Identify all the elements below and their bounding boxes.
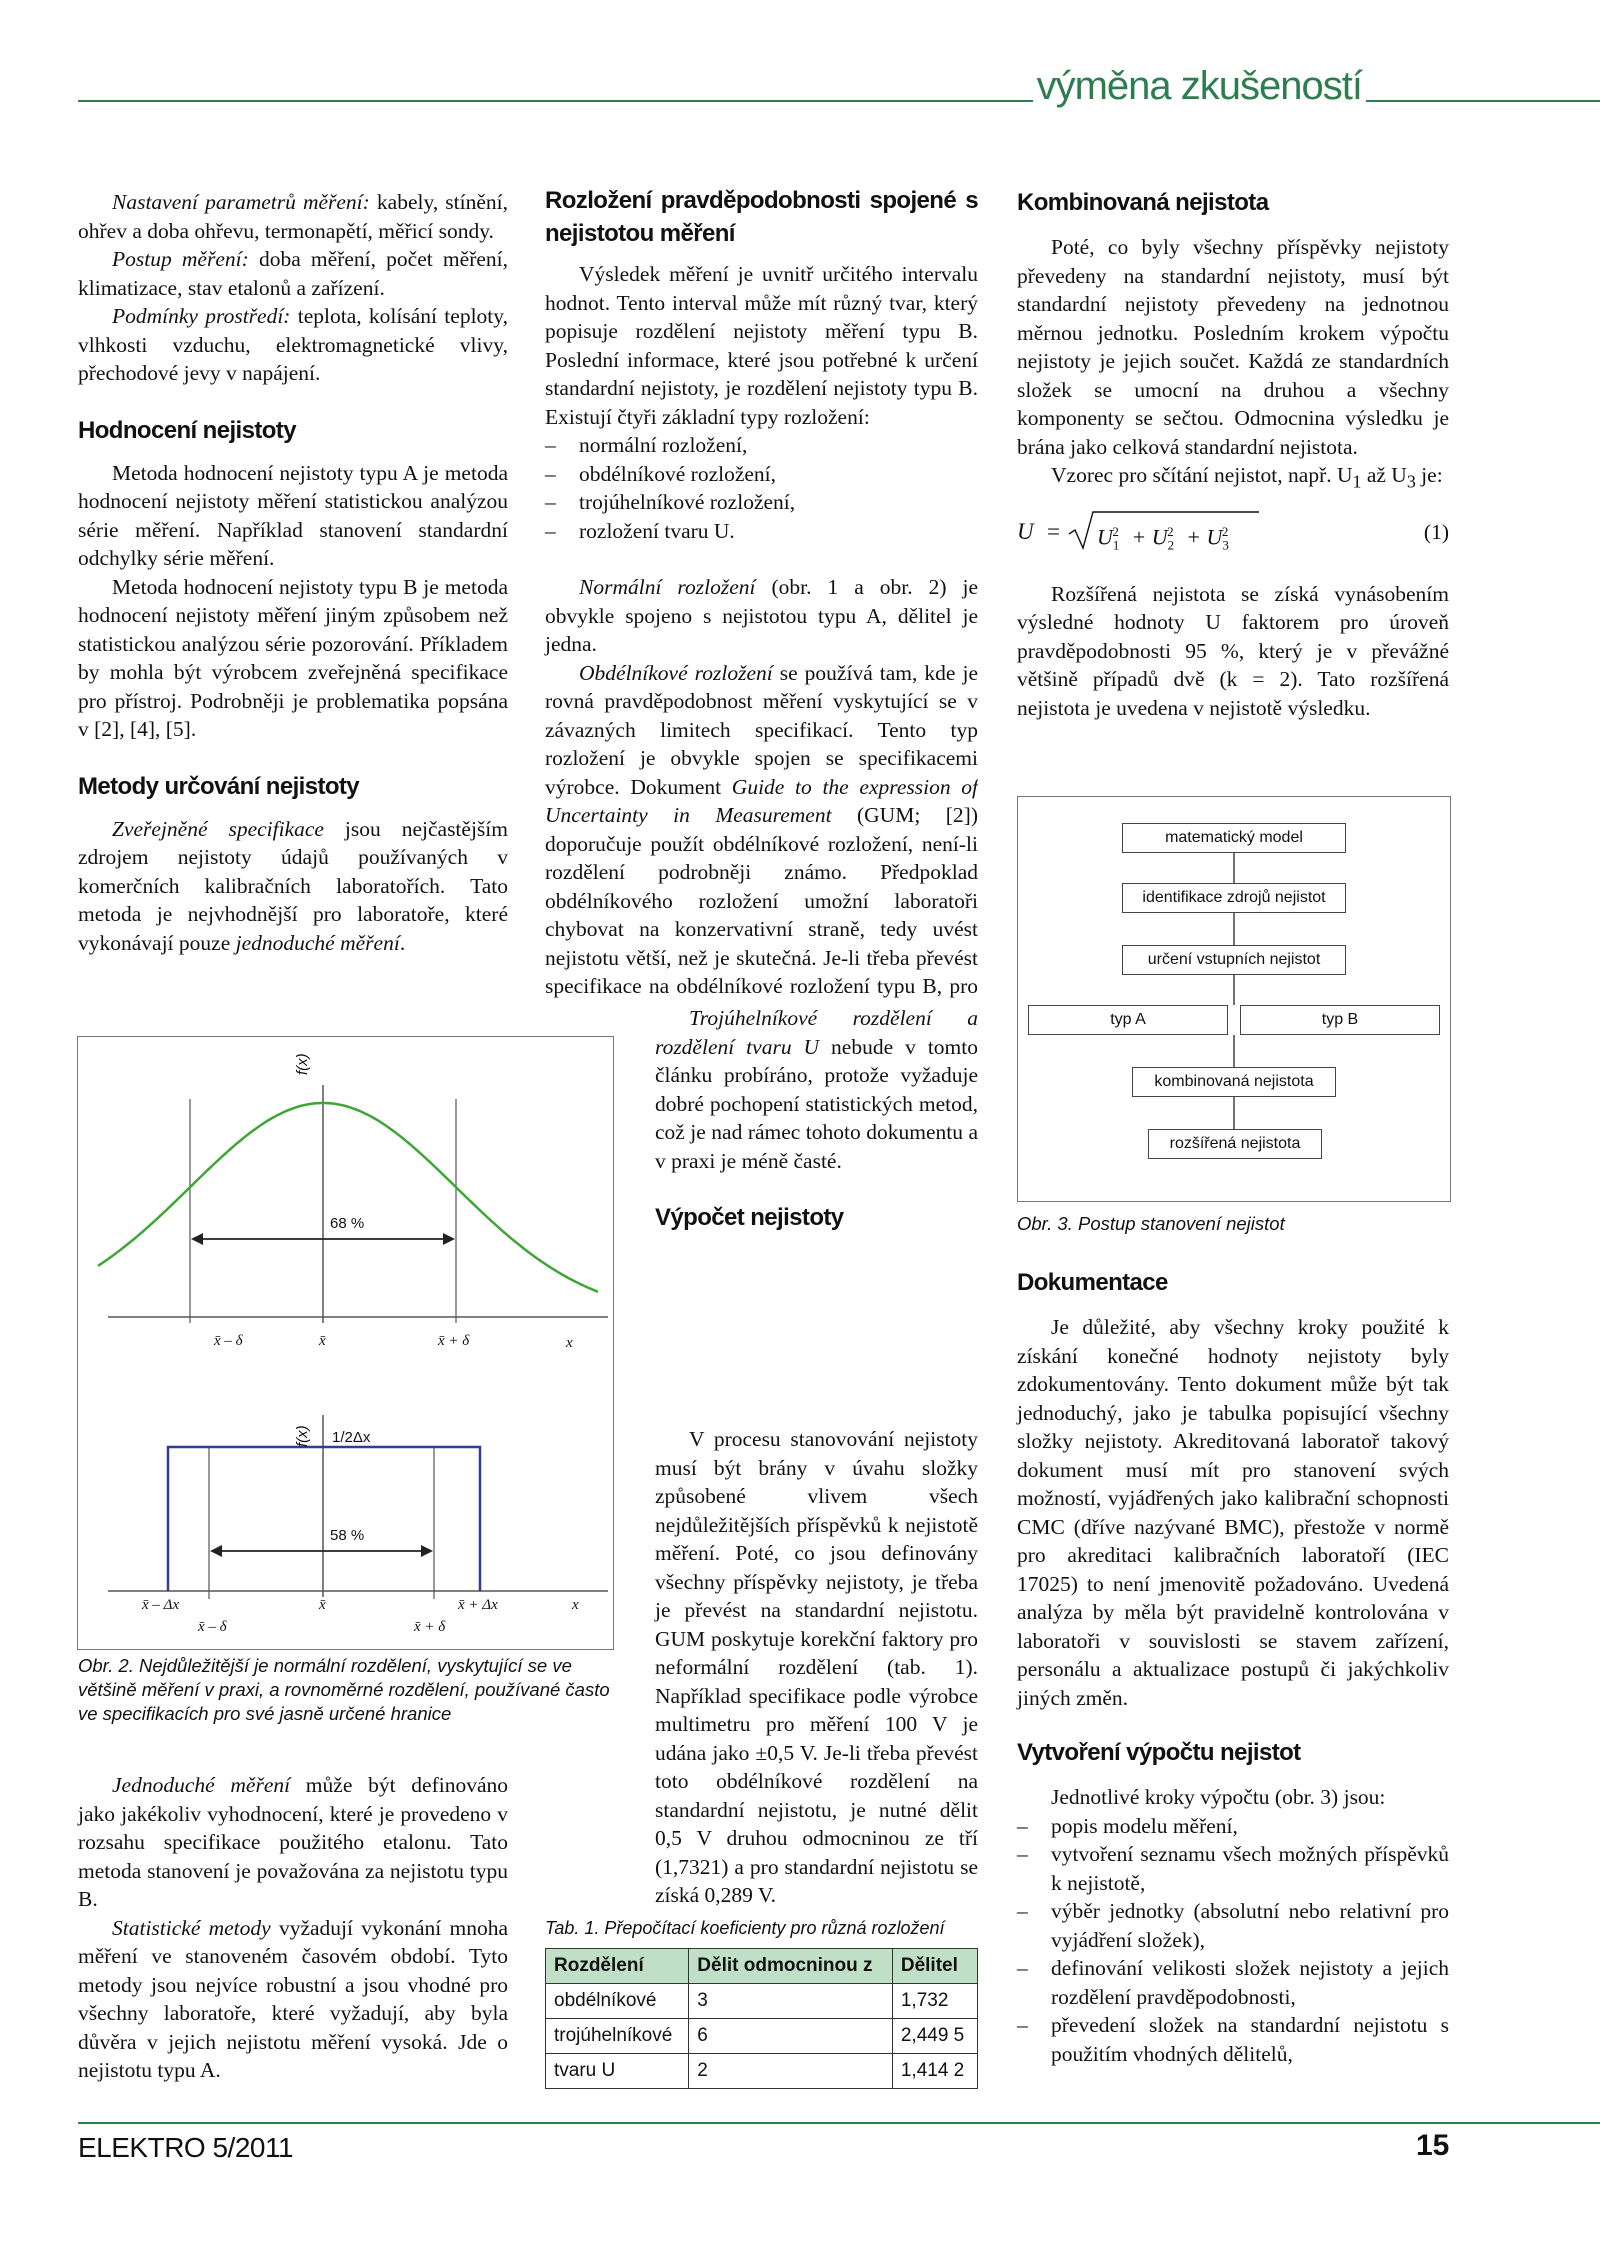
table-cell: 3: [689, 1984, 893, 2019]
heading-metody: Metody určování nejistoty: [78, 772, 360, 800]
column-3-bottom: [1017, 1266, 1449, 2068]
table-cell: 2,449 5: [892, 2019, 977, 2054]
table-cell: tvaru U: [546, 2054, 689, 2089]
column-2-bottom: [545, 1425, 978, 1910]
table-row: [546, 2019, 978, 2054]
paragraph: Normální rozložení (obr. 1 a obr. 2) je obvykle spojeno s nejistotou typu A, dělitel je jedna.: [545, 575, 978, 656]
heading-kombinovana: Kombinovaná nejistota: [1017, 189, 1269, 216]
table-cell: trojúhelníkové: [546, 2019, 689, 2054]
heading-hodnoceni: Hodnocení nejistoty: [78, 416, 296, 444]
tick-label: x̄ + δ: [414, 1619, 446, 1635]
heading-rozlozeni: Rozložení pravděpodobnosti spojené s nejistotou měření: [545, 187, 978, 247]
column-3-top: [1017, 186, 1449, 722]
figure-2-frame: [77, 1036, 614, 1650]
paragraph: Statistické metody vyžadují vykonání mnoha měření ve stanoveném časovém období. Tyto metody jsou nejvíce robustní a jsou vhodné pro všechny laboratoře, které vyžadují, aby byla důvěra v jejich nejistotu měření vysoká. Jde o nejistotu typu A.: [78, 1915, 508, 2082]
paragraph: V procesu stanovování nejistoty musí být brány v úvahu složky způsobené vlivem všech nejdůležitějších příspěvků k nejistotě měření. Poté, co jsou definovány všechny příspěvky nejistoty, je třeba je převést na standardní nejistotu. GUM poskytuje korekční faktory pro neformální rozdělení (tab. 1). Například specifikace podle výrobce multimetru pro měření 100 V je udána jako ±0,5 V. Je-li třeba převést toto obdélníkové rozdělení na standardní nejistotu, je nutné dělit 0,5 V druhou odmocninou ze tří (1,7321) a pro standardní nejistotu se získá 0,289 V.: [655, 1427, 978, 1907]
footer-rule: [78, 2122, 1600, 2124]
tick-label: x̄: [319, 1333, 326, 1349]
list-item: – normální rozložení,: [545, 431, 978, 460]
list-item: – obdélníkové rozložení,: [545, 460, 978, 489]
table-1-block: [545, 1916, 978, 2089]
normal-curve: [98, 1103, 598, 1292]
column-header: Rozdělení: [546, 1949, 689, 1984]
column-2-narrow: [655, 1004, 978, 1246]
flow-box-mathematical-model: matematický model: [1122, 823, 1346, 853]
list-item: – rozložení tvaru U.: [545, 517, 978, 546]
table-1-caption: Tab. 1. Přepočítací koeficienty pro různá rozložení: [545, 1918, 945, 1938]
footer-issue: ELEKTRO 5/2011: [78, 2132, 294, 2163]
figure-2-graphs: [78, 1037, 613, 1649]
heading-vypocet: Výpočet nejistoty: [655, 1204, 844, 1231]
table-cell: 2: [689, 2054, 893, 2089]
heading-dokumentace: Dokumentace: [1017, 1269, 1168, 1296]
flow-box-combined: kombinovaná nejistota: [1132, 1067, 1336, 1097]
table-row: [546, 1984, 978, 2019]
table-cell: obdélníkové: [546, 1984, 689, 2019]
fx-axis-label: f(x): [294, 1053, 311, 1075]
paragraph: Trojúhelníkové rozdělení a rozdělení tvaru U nebude v tomto článku probíráno, protože vyžaduje dobré pochopení statistických metod, což je nad rámec tohoto dokumentu a v praxi je méně časté.: [655, 1006, 978, 1173]
paragraph: Jednoduché měření může být definováno jako jakékoliv vyhodnocení, které je provedeno v rozsahu specifikace použitého etalonu. Tato metoda stanovení je považována za nejistotu typu B.: [78, 1773, 508, 1911]
table-header-row: [546, 1949, 978, 1984]
paragraph: Poté, co byly všechny příspěvky nejistoty převedeny na standardní nejistoty, musí být standardní nejistoty převedeny na jednotnou měrnou jednotku. Posledním krokem výpočtu nejistoty je jejich součet. Každá ze standardních složek se umocní na druhou a všechny komponenty se sečtou. Odmocnina výsledku je brána jako celková standardní nejistota.: [1017, 235, 1449, 459]
tick-label: x̄ + Δx: [458, 1597, 498, 1613]
conversion-table: [545, 1948, 978, 2089]
tick-label: x̄ – δ: [214, 1333, 243, 1349]
uniform-rectangle: [168, 1447, 480, 1591]
flow-box-type-b: typ B: [1240, 1005, 1440, 1035]
list-item: – výběr jednotky (absolutní nebo relativní pro vyjádření složek),: [1017, 1897, 1449, 1954]
paragraph: Zveřejněné specifikace jsou nejčastějším zdrojem nejistoty údajů používaných v komerčních kalibračních laboratořích. Tato metoda je nejvhodnější pro laboratoře, které vykonávají pouze jednoduché měření.: [78, 816, 508, 955]
column-header: Dělit odmocninou z: [689, 1949, 893, 1984]
steps-list: [1017, 1812, 1449, 2069]
tick-label: x̄ – δ: [198, 1619, 227, 1635]
intro-paragraph: Postup měření: doba měření, počet měření, klimatizace, stav etalonů a zařízení.: [78, 247, 508, 300]
figure-3-frame: [1017, 796, 1451, 1202]
figure-2-caption: Obr. 2. Nejdůležitější je normální rozdělení, vyskytující se ve většině měření v praxi, a rovnoměrné rozdělení, používané často ve specifikacích pro své jasně určené hranice: [78, 1655, 610, 1724]
flow-box-type-a: typ A: [1028, 1005, 1228, 1035]
paragraph: Vzorec pro sčítání nejistot, např. $U_1$ až $U_3$ je:: [1051, 463, 1443, 492]
column-header: Dělitel: [892, 1949, 977, 1984]
flow-box-expanded: rozšířená nejistota: [1148, 1129, 1322, 1159]
section-title: výměna zkušeností: [1033, 62, 1366, 110]
page-number: 15: [1416, 2129, 1450, 2162]
fx-axis-label: f(x): [294, 1425, 311, 1447]
pct-label: 58 %: [330, 1527, 365, 1544]
paragraph: Výsledek měření je uvnitř určitého intervalu hodnot. Tento interval může mít různý tvar, který popisuje rozdělení nejistoty měření typu B. Poslední informace, které jsou potřebné k určení standardní nejistoty, je rozdělení nejistoty typu B. Existují čtyři základní typy rozložení:: [545, 262, 978, 429]
heading-vytvoreni: Vytvoření výpočtu nejistot: [1017, 1739, 1301, 1766]
tick-label: x̄: [319, 1597, 326, 1613]
intro-paragraph: Podmínky prostředí: teplota, kolísání teploty, vlhkosti vzduchu, elektromagnetické vlivy, přechodové jevy v napájení.: [78, 304, 508, 385]
paragraph: Obdélníkové rozložení se používá tam, kde je rovná pravděpodobnost měření vyskytující se v závazných limitech specifikací. Tento typ rozložení je obvykle spojen se specifikacemi výrobce. Dokument Guide to the expression of Uncertainty in Measurement (GUM; [2]) doporučuje použít obdélníkové rozložení, není-li rozdělení podrobněji známo. Předpoklad obdélníkového rozložení umožní laboratoři chybovat na konzervativní straně, tedy uvést nejistotu větší, než je skutečná. Je-li třeba převést specifikace na obdélníkové rozložení typu B, pro: [545, 660, 978, 998]
equation-number: (1): [1423, 519, 1449, 544]
tick-label: x: [572, 1597, 579, 1613]
list-item: – popis modelu měření,: [1017, 1812, 1449, 1841]
table-row: [546, 2054, 978, 2089]
flow-box-source-identification: identifikace zdrojů nejistot: [1122, 883, 1346, 913]
intro-paragraph: Nastavení parametrů měření: kabely, stínění, ohřev a doba ohřevu, termonapětí, měřicí sondy.: [78, 190, 508, 243]
paragraph: Rozšířená nejistota se získá vynásobením výsledné hodnoty U faktorem pro úroveň pravděpodobnosti 95 %, který je v převážné většině případů dvě (k = 2). Tato rozšířená nejistota je uvedena v nejistotě výsledku.: [1017, 581, 1449, 720]
list-item: – převedení složek na standardní nejistotu s použitím vhodných dělitelů,: [1017, 2011, 1449, 2068]
paragraph: Jednotlivé kroky výpočtu (obr. 3) jsou:: [1051, 1785, 1386, 1809]
table-cell: 1,414 2: [892, 2054, 977, 2089]
paragraph: Metoda hodnocení nejistoty typu A je metoda hodnocení nejistoty měření statistickou analýzou série měření. Například stanovení standardní odchylky série měření.: [78, 460, 508, 570]
flow-box-input-uncertainties: určení vstupních nejistot: [1122, 945, 1346, 975]
level-label: 1/2Δx: [332, 1429, 371, 1446]
tick-label: x̄ + δ: [438, 1333, 470, 1349]
tick-label: x: [566, 1335, 573, 1351]
header-rule: [78, 100, 1600, 102]
table-cell: 1,732: [892, 1984, 977, 2019]
figure-3-caption: Obr. 3. Postup stanovení nejistot: [1017, 1213, 1285, 1234]
list-item: – vytvoření seznamu všech možných příspěvků k nejistotě,: [1017, 1840, 1449, 1897]
column-2-top: [545, 184, 978, 1001]
paragraph: Metoda hodnocení nejistoty typu B je metoda hodnocení nejistoty měření jiným způsobem než statistickou analýzou série pozorování. Příkladem by mohla být výrobcem zveřejněná specifikace pro přístroj. Podrobněji je problematika popsána v [2], [4], [5].: [78, 574, 508, 741]
pct-label: 68 %: [330, 1215, 365, 1232]
list-item: – trojúhelníkové rozložení,: [545, 488, 978, 517]
distribution-list: [545, 431, 978, 545]
column-1-top: [78, 188, 508, 957]
paragraph: Je důležité, aby všechny kroky použité k získání konečné hodnoty nejistoty byly zdokumentovány. Tento dokument může být tak jednoduchý, jako je tabulka popisující všechny složky nejistoty. Akreditovaná laboratoř takový dokument musí mít pro stanovení svých možností, vyjádřených jako kalibrační schopnosti CMC (dříve nazývané BMC), přestože v normě pro akreditaci kalibračních laboratoří (IEC 17025) to není jmenovitě požadováno. Uvedená analýza by měla být pravidelně kontrolována v laboratoři v souvislosti se stavem zařízení, personálu a aktualizace postupů či jakýchkoliv jiných změn.: [1017, 1315, 1449, 1710]
column-1-bottom: [78, 1771, 508, 2085]
table-cell: 6: [689, 2019, 893, 2054]
list-item: – definování velikosti složek nejistoty a jejich rozdělení pravděpodobnosti,: [1017, 1954, 1449, 2011]
tick-label: x̄ – Δx: [142, 1597, 180, 1613]
equation: U = $U_1^2 + U_2^2 + U_3^2$ (1): [1017, 508, 1449, 566]
